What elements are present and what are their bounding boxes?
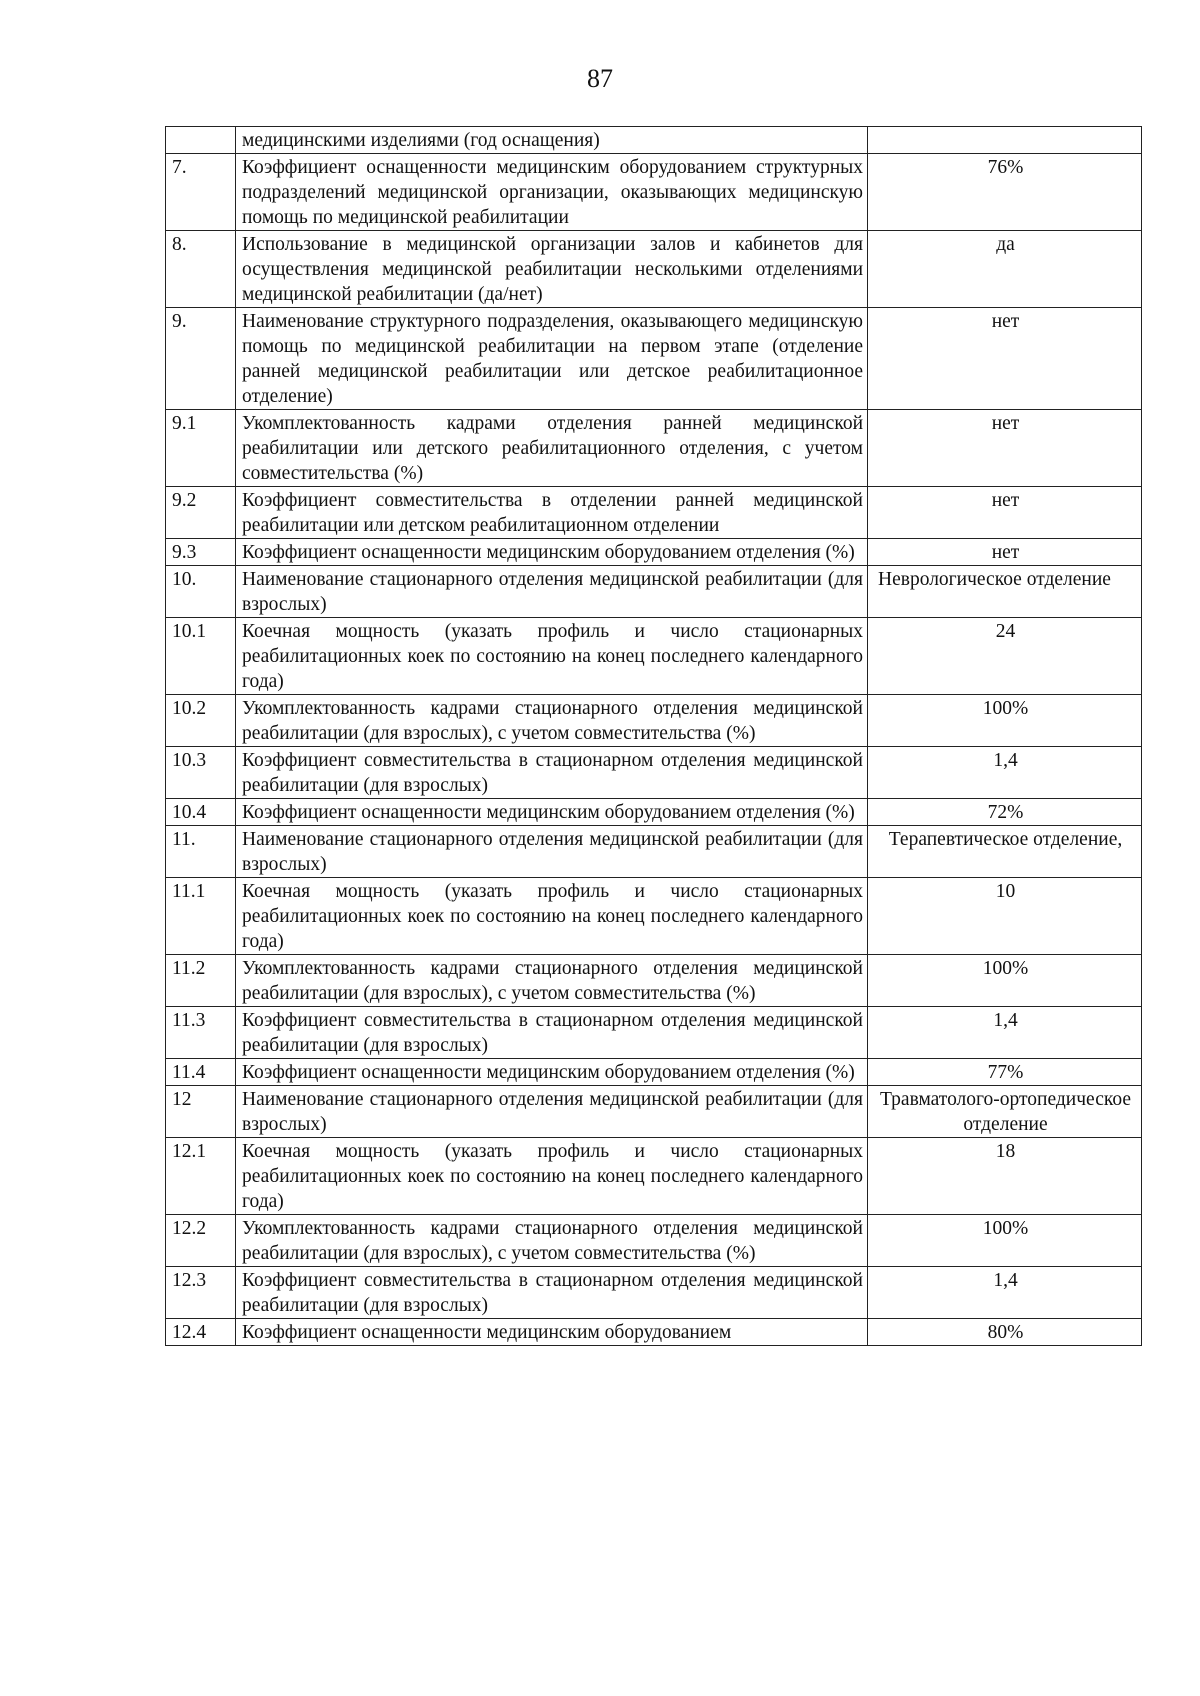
table-row <box>166 747 1142 799</box>
indicator-name: Использование в медицинской организации залов и кабинетов для осуществления медицинской реабилитации несколькими отделениями медицинской реабилитации (да/нет) <box>236 231 868 308</box>
indicator-value: 1,4 <box>868 1267 1142 1319</box>
indicator-value: 100% <box>868 1215 1142 1267</box>
table-row <box>166 1319 1142 1346</box>
table-row <box>166 878 1142 955</box>
indicator-value: нет <box>868 539 1142 566</box>
table-row <box>166 826 1142 878</box>
table-row <box>166 566 1142 618</box>
indicator-name: Коэффициент оснащенности медицинским оборудованием структурных подразделений медицинской организации, оказывающих медицинскую помощь по медицинской реабилитации <box>236 154 868 231</box>
row-number: 10. <box>166 566 236 618</box>
indicator-name: Укомплектованность кадрами стационарного отделения медицинской реабилитации (для взрослых), с учетом совместительства (%) <box>236 695 868 747</box>
indicator-name: Коэффициент совместительства в стационарном отделения медицинской реабилитации (для взрослых) <box>236 747 868 799</box>
indicator-value: 10 <box>868 878 1142 955</box>
row-number: 10.3 <box>166 747 236 799</box>
indicator-value: 1,4 <box>868 1007 1142 1059</box>
table-row <box>166 955 1142 1007</box>
indicator-value: да <box>868 231 1142 308</box>
table-row <box>166 1059 1142 1086</box>
row-number: 12.2 <box>166 1215 236 1267</box>
table-row <box>166 127 1142 154</box>
row-number: 8. <box>166 231 236 308</box>
indicator-name: Наименование стационарного отделения медицинской реабилитации (для взрослых) <box>236 566 868 618</box>
indicator-name: Коэффициент совместительства в отделении ранней медицинской реабилитации или детском реабилитационном отделении <box>236 487 868 539</box>
row-number: 12 <box>166 1086 236 1138</box>
row-number: 11.4 <box>166 1059 236 1086</box>
indicator-value: 80% <box>868 1319 1142 1346</box>
indicator-name: Укомплектованность кадрами стационарного отделения медицинской реабилитации (для взрослых), с учетом совместительства (%) <box>236 1215 868 1267</box>
indicator-value: нет <box>868 487 1142 539</box>
table-body <box>166 127 1142 1346</box>
row-number: 11.3 <box>166 1007 236 1059</box>
indicator-name: Коэффициент оснащенности медицинским оборудованием <box>236 1319 868 1346</box>
row-number: 11. <box>166 826 236 878</box>
indicator-name: Укомплектованность кадрами отделения ранней медицинской реабилитации или детского реабилитационного отделения, с учетом совместительства (%) <box>236 410 868 487</box>
row-number: 9. <box>166 308 236 410</box>
indicator-value: нет <box>868 410 1142 487</box>
indicator-name: Коэффициент совместительства в стационарном отделения медицинской реабилитации (для взрослых) <box>236 1267 868 1319</box>
indicator-value <box>868 127 1142 154</box>
table-row <box>166 487 1142 539</box>
indicator-value: Терапевтическое отделение, <box>868 826 1142 878</box>
indicator-name: Коечная мощность (указать профиль и число стационарных реабилитационных коек по состоянию на конец последнего календарного года) <box>236 618 868 695</box>
indicator-value: 76% <box>868 154 1142 231</box>
table-row <box>166 308 1142 410</box>
row-number: 12.3 <box>166 1267 236 1319</box>
row-number: 10.1 <box>166 618 236 695</box>
table-row <box>166 231 1142 308</box>
indicator-name: медицинскими изделиями (год оснащения) <box>236 127 868 154</box>
indicator-value: 100% <box>868 955 1142 1007</box>
indicator-value: 72% <box>868 799 1142 826</box>
table-row <box>166 539 1142 566</box>
row-number: 7. <box>166 154 236 231</box>
table-row <box>166 695 1142 747</box>
row-number: 12.4 <box>166 1319 236 1346</box>
row-number: 10.4 <box>166 799 236 826</box>
row-number: 10.2 <box>166 695 236 747</box>
row-number: 9.3 <box>166 539 236 566</box>
row-number: 11.2 <box>166 955 236 1007</box>
indicator-value: Неврологическое отделение <box>868 566 1142 618</box>
indicator-name: Коэффициент оснащенности медицинским оборудованием отделения (%) <box>236 799 868 826</box>
indicator-name: Коэффициент оснащенности медицинским оборудованием отделения (%) <box>236 1059 868 1086</box>
indicator-name: Коэффициент оснащенности медицинским оборудованием отделения (%) <box>236 539 868 566</box>
indicators-table <box>165 126 1142 1346</box>
table-row <box>166 1267 1142 1319</box>
page-number: 87 <box>587 64 613 93</box>
row-number <box>166 127 236 154</box>
indicator-name: Коечная мощность (указать профиль и число стационарных реабилитационных коек по состоянию на конец последнего календарного года) <box>236 1138 868 1215</box>
row-number: 11.1 <box>166 878 236 955</box>
indicator-value: 77% <box>868 1059 1142 1086</box>
table-row <box>166 410 1142 487</box>
row-number: 12.1 <box>166 1138 236 1215</box>
indicator-value: Травматолого-ортопедическое отделение <box>868 1086 1142 1138</box>
indicator-value: 1,4 <box>868 747 1142 799</box>
table-row <box>166 618 1142 695</box>
indicator-name: Наименование стационарного отделения медицинской реабилитации (для взрослых) <box>236 1086 868 1138</box>
row-number: 9.1 <box>166 410 236 487</box>
indicator-value: 18 <box>868 1138 1142 1215</box>
indicator-value: 24 <box>868 618 1142 695</box>
indicator-name: Коэффициент совместительства в стационарном отделения медицинской реабилитации (для взрослых) <box>236 1007 868 1059</box>
indicator-value: нет <box>868 308 1142 410</box>
table-row <box>166 1138 1142 1215</box>
indicator-name: Коечная мощность (указать профиль и число стационарных реабилитационных коек по состоянию на конец последнего календарного года) <box>236 878 868 955</box>
indicator-name: Наименование стационарного отделения медицинской реабилитации (для взрослых) <box>236 826 868 878</box>
indicator-name: Наименование структурного подразделения, оказывающего медицинскую помощь по медицинской реабилитации на первом этапе (отделение ранней медицинской реабилитации или детское реабилитационное отделение) <box>236 308 868 410</box>
table-row <box>166 1215 1142 1267</box>
indicator-value: 100% <box>868 695 1142 747</box>
table-row <box>166 1086 1142 1138</box>
table-row <box>166 154 1142 231</box>
indicator-name: Укомплектованность кадрами стационарного отделения медицинской реабилитации (для взрослых), с учетом совместительства (%) <box>236 955 868 1007</box>
table-row <box>166 1007 1142 1059</box>
row-number: 9.2 <box>166 487 236 539</box>
table-row <box>166 799 1142 826</box>
